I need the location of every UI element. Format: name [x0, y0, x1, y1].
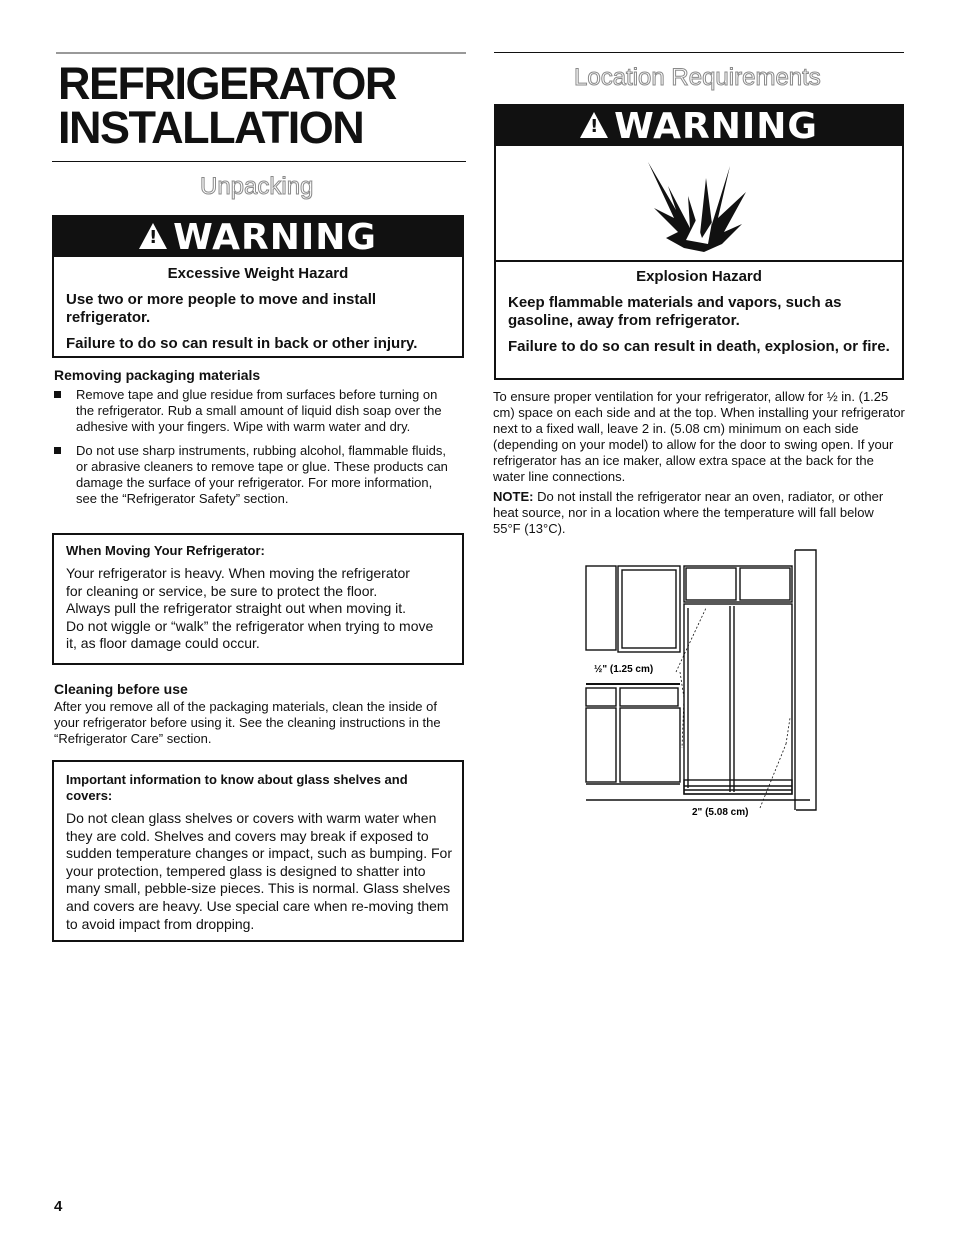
removing-bullet-list	[54, 387, 456, 515]
location-heading: Location Requirements	[574, 64, 821, 91]
explosion-warning-box	[494, 104, 904, 380]
warning-body	[496, 262, 902, 370]
location-note	[493, 489, 905, 537]
moving-box-text	[66, 565, 450, 653]
clearance-diagram	[580, 548, 820, 818]
bullet-item: Remove tape and glue residue from surfaces before turning on the refrigerator. Rub a small amount of liquid dish soap over the adhesive with your fingers. Wipe with warm water and dry.	[54, 387, 456, 435]
top-right-rule	[494, 52, 904, 53]
cleaning-heading: Cleaning before use	[54, 681, 188, 697]
warning-banner	[496, 106, 902, 146]
title-divider	[52, 161, 466, 162]
explosion-icon-area	[496, 146, 902, 262]
warning-triangle-icon	[580, 112, 608, 138]
warning-banner	[54, 217, 462, 257]
hazard-consequence: Failure to do so can result in death, explosion, or fire.	[508, 338, 890, 355]
top-left-rule	[56, 52, 466, 54]
unpacking-heading: Unpacking	[200, 173, 314, 200]
two-inch-clearance-label: 2" (5.08 cm)	[692, 807, 749, 818]
half-inch-clearance-label: ½" (1.25 cm)	[594, 664, 654, 675]
moving-box-heading: When Moving Your Refrigerator:	[66, 543, 265, 558]
note-text: Do not install the refrigerator near an oven, radiator, or other heat source, nor in a location where the temperature will fall below 55°F (13°C).	[493, 489, 884, 536]
hazard-instruction: Use two or more people to move and install refrigerator.	[66, 291, 377, 326]
ventilation-text: To ensure proper ventilation for your refrigerator, allow for ½ in. (1.25 cm) space on each side and at the top. When installing your refrigerator next to a fixed wall, leave 2 in. (5.08 cm) minimum on each side (depending on your model) to allow for the door to swing open. If your refrigerator has an ice maker, allow extra space at the back for the water line connections.	[493, 389, 905, 484]
text-line: it, as floor damage could occur.	[66, 635, 260, 652]
title-line-1: REFRIGERATOR	[58, 58, 396, 109]
hazard-consequence: Failure to do so can result in back or other injury.	[66, 335, 418, 352]
cleaning-text: After you remove all of the packaging materials, clean the inside of your refrigerator before using it. See the cleaning instructions in the “Refrigerator Care” section.	[54, 699, 441, 746]
text-line: Always pull the refrigerator straight out when moving it.	[66, 600, 407, 617]
bullet-item: Do not use sharp instruments, rubbing alcohol, flammable fluids, or abrasive cleaners to remove tape or glue. These products can damage the surface of your refrigerator. For more information, see the “Refrigerator Safety” section.	[54, 443, 456, 507]
explosion-icon	[638, 148, 758, 258]
text-line: Your refrigerator is heavy. When moving the refrigerator	[66, 565, 410, 581]
note-label: NOTE:	[493, 489, 534, 504]
warning-body	[54, 257, 462, 367]
hazard-title: Explosion Hazard	[636, 268, 762, 285]
glass-box-text: Do not clean glass shelves or covers with warm water when they are cold. Shelves and covers may break if exposed to sudden temperature changes or impact, such as bumping. For your protection, tempered glass is designed to shatter into many small, pebble-size pieces. This is normal. Glass shelves and covers are heavy. Use special care when re-moving them to avoid impact from dropping.	[66, 810, 452, 932]
hazard-instruction: Keep flammable materials and vapors, such as gasoline, away from refrigerator.	[508, 294, 842, 329]
warning-label: WARNING	[614, 106, 818, 147]
text-line: Do not wiggle or “walk” the refrigerator when trying to move	[66, 617, 434, 634]
hazard-title: Excessive Weight Hazard	[167, 265, 349, 282]
glass-box-heading: Important information to know about glass shelves and covers:	[66, 772, 408, 803]
warning-triangle-icon	[139, 223, 167, 249]
warning-label: WARNING	[173, 217, 377, 258]
text-line: for cleaning or service, be sure to protect the floor.	[66, 582, 378, 599]
glass-info-box	[52, 760, 464, 942]
page-title	[58, 58, 468, 153]
moving-info-box	[52, 533, 464, 665]
weight-warning-box	[52, 215, 464, 358]
page-number: 4	[54, 1198, 63, 1215]
title-line-2: INSTALLATION	[58, 102, 364, 153]
removing-heading: Removing packaging materials	[54, 367, 261, 383]
